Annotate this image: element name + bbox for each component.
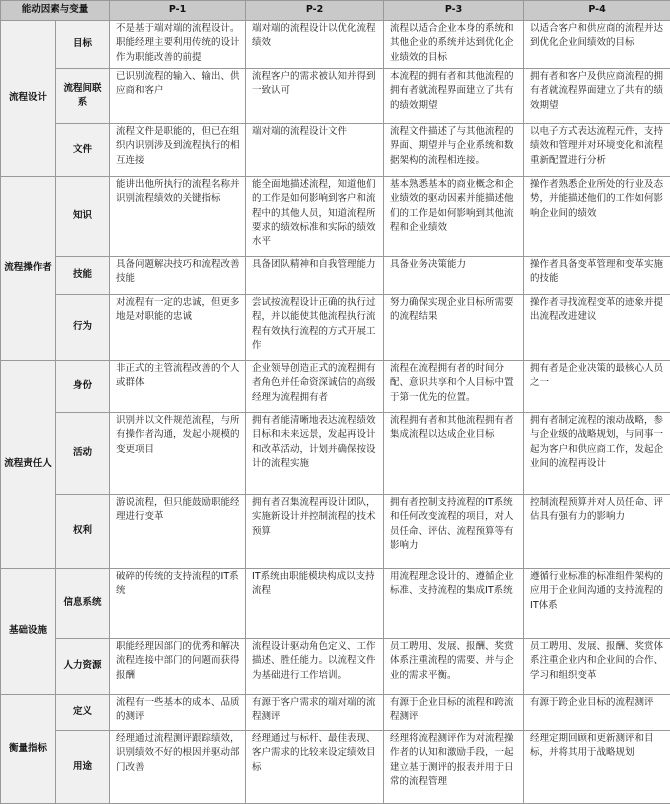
cell-p1: 能讲出他所执行的流程名称并识别流程绩效的关键指标 xyxy=(110,177,246,257)
variable-label: 用途 xyxy=(56,731,110,804)
variable-label: 知识 xyxy=(56,177,110,257)
table-row xyxy=(1,124,670,177)
variable-label: 身份 xyxy=(56,361,110,413)
header-row xyxy=(1,1,670,21)
cell-p1: 流程有一些基本的成本、品质的测评 xyxy=(110,695,246,731)
variable-label: 目标 xyxy=(56,21,110,69)
header-p2: P-2 xyxy=(246,1,384,21)
cell-p3: 本流程的拥有者和其他流程的拥有者就流程界面建立了共有的绩效期望 xyxy=(384,69,524,124)
cell-p2: IT系统由职能模块构成以支持流程 xyxy=(246,569,384,639)
cell-p4: 有源于跨企业目标的流程测评 xyxy=(524,695,670,731)
cell-p3: 经理将流程测评作为对流程操作者的认知和激励手段，一起建立基于测评的报表并用于日常的流程管理 xyxy=(384,731,524,804)
cell-p1: 识别并以文件规范流程，与所有操作者沟通，发起小规模的变更项目 xyxy=(110,413,246,495)
variable-label: 活动 xyxy=(56,413,110,495)
header-p3: P-3 xyxy=(384,1,524,21)
cell-p2: 尝试按流程设计正确的执行过程，并以能使其他流程执行流程有效执行流程的方式开展工作 xyxy=(246,295,384,361)
cell-p3: 具备业务决策能力 xyxy=(384,257,524,295)
header-p1: P-1 xyxy=(110,1,246,21)
cell-p1: 对流程有一定的忠诚，但更多地是对职能的忠诚 xyxy=(110,295,246,361)
variable-label: 信息系统 xyxy=(56,569,110,639)
cell-p2: 企业领导创造正式的流程拥有者角色并任命资深诚信的高级经理为流程拥有者 xyxy=(246,361,384,413)
cell-p3: 员工聘用、发展、报酬、奖赏体系注重流程的需要、并与企业的需求平衡。 xyxy=(384,639,524,695)
header-factor: 能动因素与变量 xyxy=(1,1,110,21)
variable-label: 流程间联系 xyxy=(56,69,110,124)
table-row xyxy=(1,257,670,295)
cell-p1: 不是基于端对端的流程设计。职能经理主要利用传统的设计作为职能改善的前提 xyxy=(110,21,246,69)
table-row xyxy=(1,569,670,639)
table-row xyxy=(1,695,670,731)
cell-p3: 流程拥有者和其他流程拥有者集成流程以达成企业目标 xyxy=(384,413,524,495)
table-row xyxy=(1,69,670,124)
variable-label: 行为 xyxy=(56,295,110,361)
cell-p1: 职能经理因部门的优秀和解决流程连接中部门的问题而获得报酬 xyxy=(110,639,246,695)
cell-p3: 流程以适合企业本身的系统和其他企业的系统并达到优化企业绩效的目标 xyxy=(384,21,524,69)
cell-p3: 基本熟悉基本的商业概念和企业绩效的驱动因素并能描述他们的工作是如何影响到其他流程和企业绩效 xyxy=(384,177,524,257)
variable-label: 权利 xyxy=(56,495,110,569)
cell-p4: 控制流程预算并对人员任命、评估具有强有力的影响力 xyxy=(524,495,670,569)
cell-p4: 操作者寻找流程变革的迹象并提出流程改进建议 xyxy=(524,295,670,361)
category-infrastructure: 基础设施 xyxy=(1,569,56,695)
cell-p3: 拥有者控制支持流程的IT系统和任何改变流程的项目，对人员任命、评估、流程预算等有影响力 xyxy=(384,495,524,569)
cell-p2: 拥有者能清晰地表达流程绩效目标和未来远景，发起再设计和改革活动，计划并确保按设计的流程实施 xyxy=(246,413,384,495)
cell-p4: 员工聘用、发展、报酬、奖赏体系注重企业内和企业间的合作、学习和组织变革 xyxy=(524,639,670,695)
category-process-owner: 流程责任人 xyxy=(1,361,56,569)
cell-p2: 端对端的流程设计文件 xyxy=(246,124,384,177)
cell-p3: 努力确保实现企业目标所需要的流程结果 xyxy=(384,295,524,361)
variable-label: 技能 xyxy=(56,257,110,295)
table-row xyxy=(1,413,670,495)
table-row xyxy=(1,495,670,569)
category-metrics: 衡量指标 xyxy=(1,695,56,804)
table-row xyxy=(1,177,670,257)
cell-p4: 经理定期回顾和更新测评和目标，并将其用于战略规划 xyxy=(524,731,670,804)
cell-p3: 流程在流程拥有者的时间分配、意识共享和个人目标中置于第一优先的位置。 xyxy=(384,361,524,413)
cell-p2: 经理通过与标杆、最佳表现、客户需求的比较来设定绩效目标 xyxy=(246,731,384,804)
cell-p3: 流程文件描述了与其他流程的界面、期望并与企业系统和数据架构的流程相连接。 xyxy=(384,124,524,177)
cell-p2: 具备团队精神和自我管理能力 xyxy=(246,257,384,295)
cell-p4: 拥有者制定流程的滚动战略，参与企业级的战略规划，与同事一起为客户和供应商工作，发起企业间的流程再设计 xyxy=(524,413,670,495)
cell-p1: 破碎的传统的支持流程的IT系统 xyxy=(110,569,246,639)
table-row xyxy=(1,639,670,695)
table-row xyxy=(1,731,670,804)
cell-p4: 操作者熟悉企业所处的行业及态势，并能描述他们的工作如何影响企业间的绩效 xyxy=(524,177,670,257)
header-p4: P-4 xyxy=(524,1,670,21)
cell-p2: 流程设计驱动角色定义、工作描述、胜任能力。以流程文件为基础进行工作培训。 xyxy=(246,639,384,695)
cell-p1: 已识别流程的输入、输出、供应商和客户 xyxy=(110,69,246,124)
cell-p4: 以电子方式表达流程元件，支持绩效和管理并对环境变化和流程重新配置进行分析 xyxy=(524,124,670,177)
cell-p1: 非正式的主管流程改善的个人或群体 xyxy=(110,361,246,413)
cell-p2: 有源于客户需求的端对端的流程测评 xyxy=(246,695,384,731)
cell-p4: 遵循行业标准的标准组件架构的应用于企业间沟通的支持流程的IT体系 xyxy=(524,569,670,639)
cell-p4: 拥有者和客户及供应商流程的拥有者就流程界面建立了共有的绩效期望 xyxy=(524,69,670,124)
cell-p3: 用流程理念设计的、遵循企业标准、支持流程的集成IT系统 xyxy=(384,569,524,639)
variable-label: 定义 xyxy=(56,695,110,731)
cell-p1: 游说流程，但只能鼓励职能经理进行变革 xyxy=(110,495,246,569)
cell-p2: 端对端的流程设计以优化流程绩效 xyxy=(246,21,384,69)
table-row xyxy=(1,361,670,413)
cell-p4: 拥有者是企业决策的最核心人员之一 xyxy=(524,361,670,413)
table-row xyxy=(1,295,670,361)
cell-p1: 流程文件是职能的，但已在组织内识别涉及到流程执行的相互连接 xyxy=(110,124,246,177)
cell-p1: 具备问题解决技巧和流程改善技能 xyxy=(110,257,246,295)
cell-p4: 操作者具备变革管理和变革实施的技能 xyxy=(524,257,670,295)
variable-label: 人力资源 xyxy=(56,639,110,695)
cell-p2: 拥有者召集流程再设计团队，实施新设计并控制流程的技术预算 xyxy=(246,495,384,569)
category-process-performers: 流程操作者 xyxy=(1,177,56,361)
table-row xyxy=(1,21,670,69)
cell-p2: 流程客户的需求被认知并得到一致认可 xyxy=(246,69,384,124)
cell-p3: 有源于企业目标的流程和跨流程测评 xyxy=(384,695,524,731)
cell-p4: 以适合客户和供应商的流程并达到优化企业间绩效的目标 xyxy=(524,21,670,69)
category-process-design: 流程设计 xyxy=(1,21,56,177)
cell-p1: 经理通过流程测评跟踪绩效，识别绩效不好的根因并驱动部门改善 xyxy=(110,731,246,804)
variable-label: 文件 xyxy=(56,124,110,177)
cell-p2: 能全面地描述流程，知道他们的工作是如何影响到客户和流程中的其他人员，知道流程所要求的绩效标准和实际的绩效水平 xyxy=(246,177,384,257)
